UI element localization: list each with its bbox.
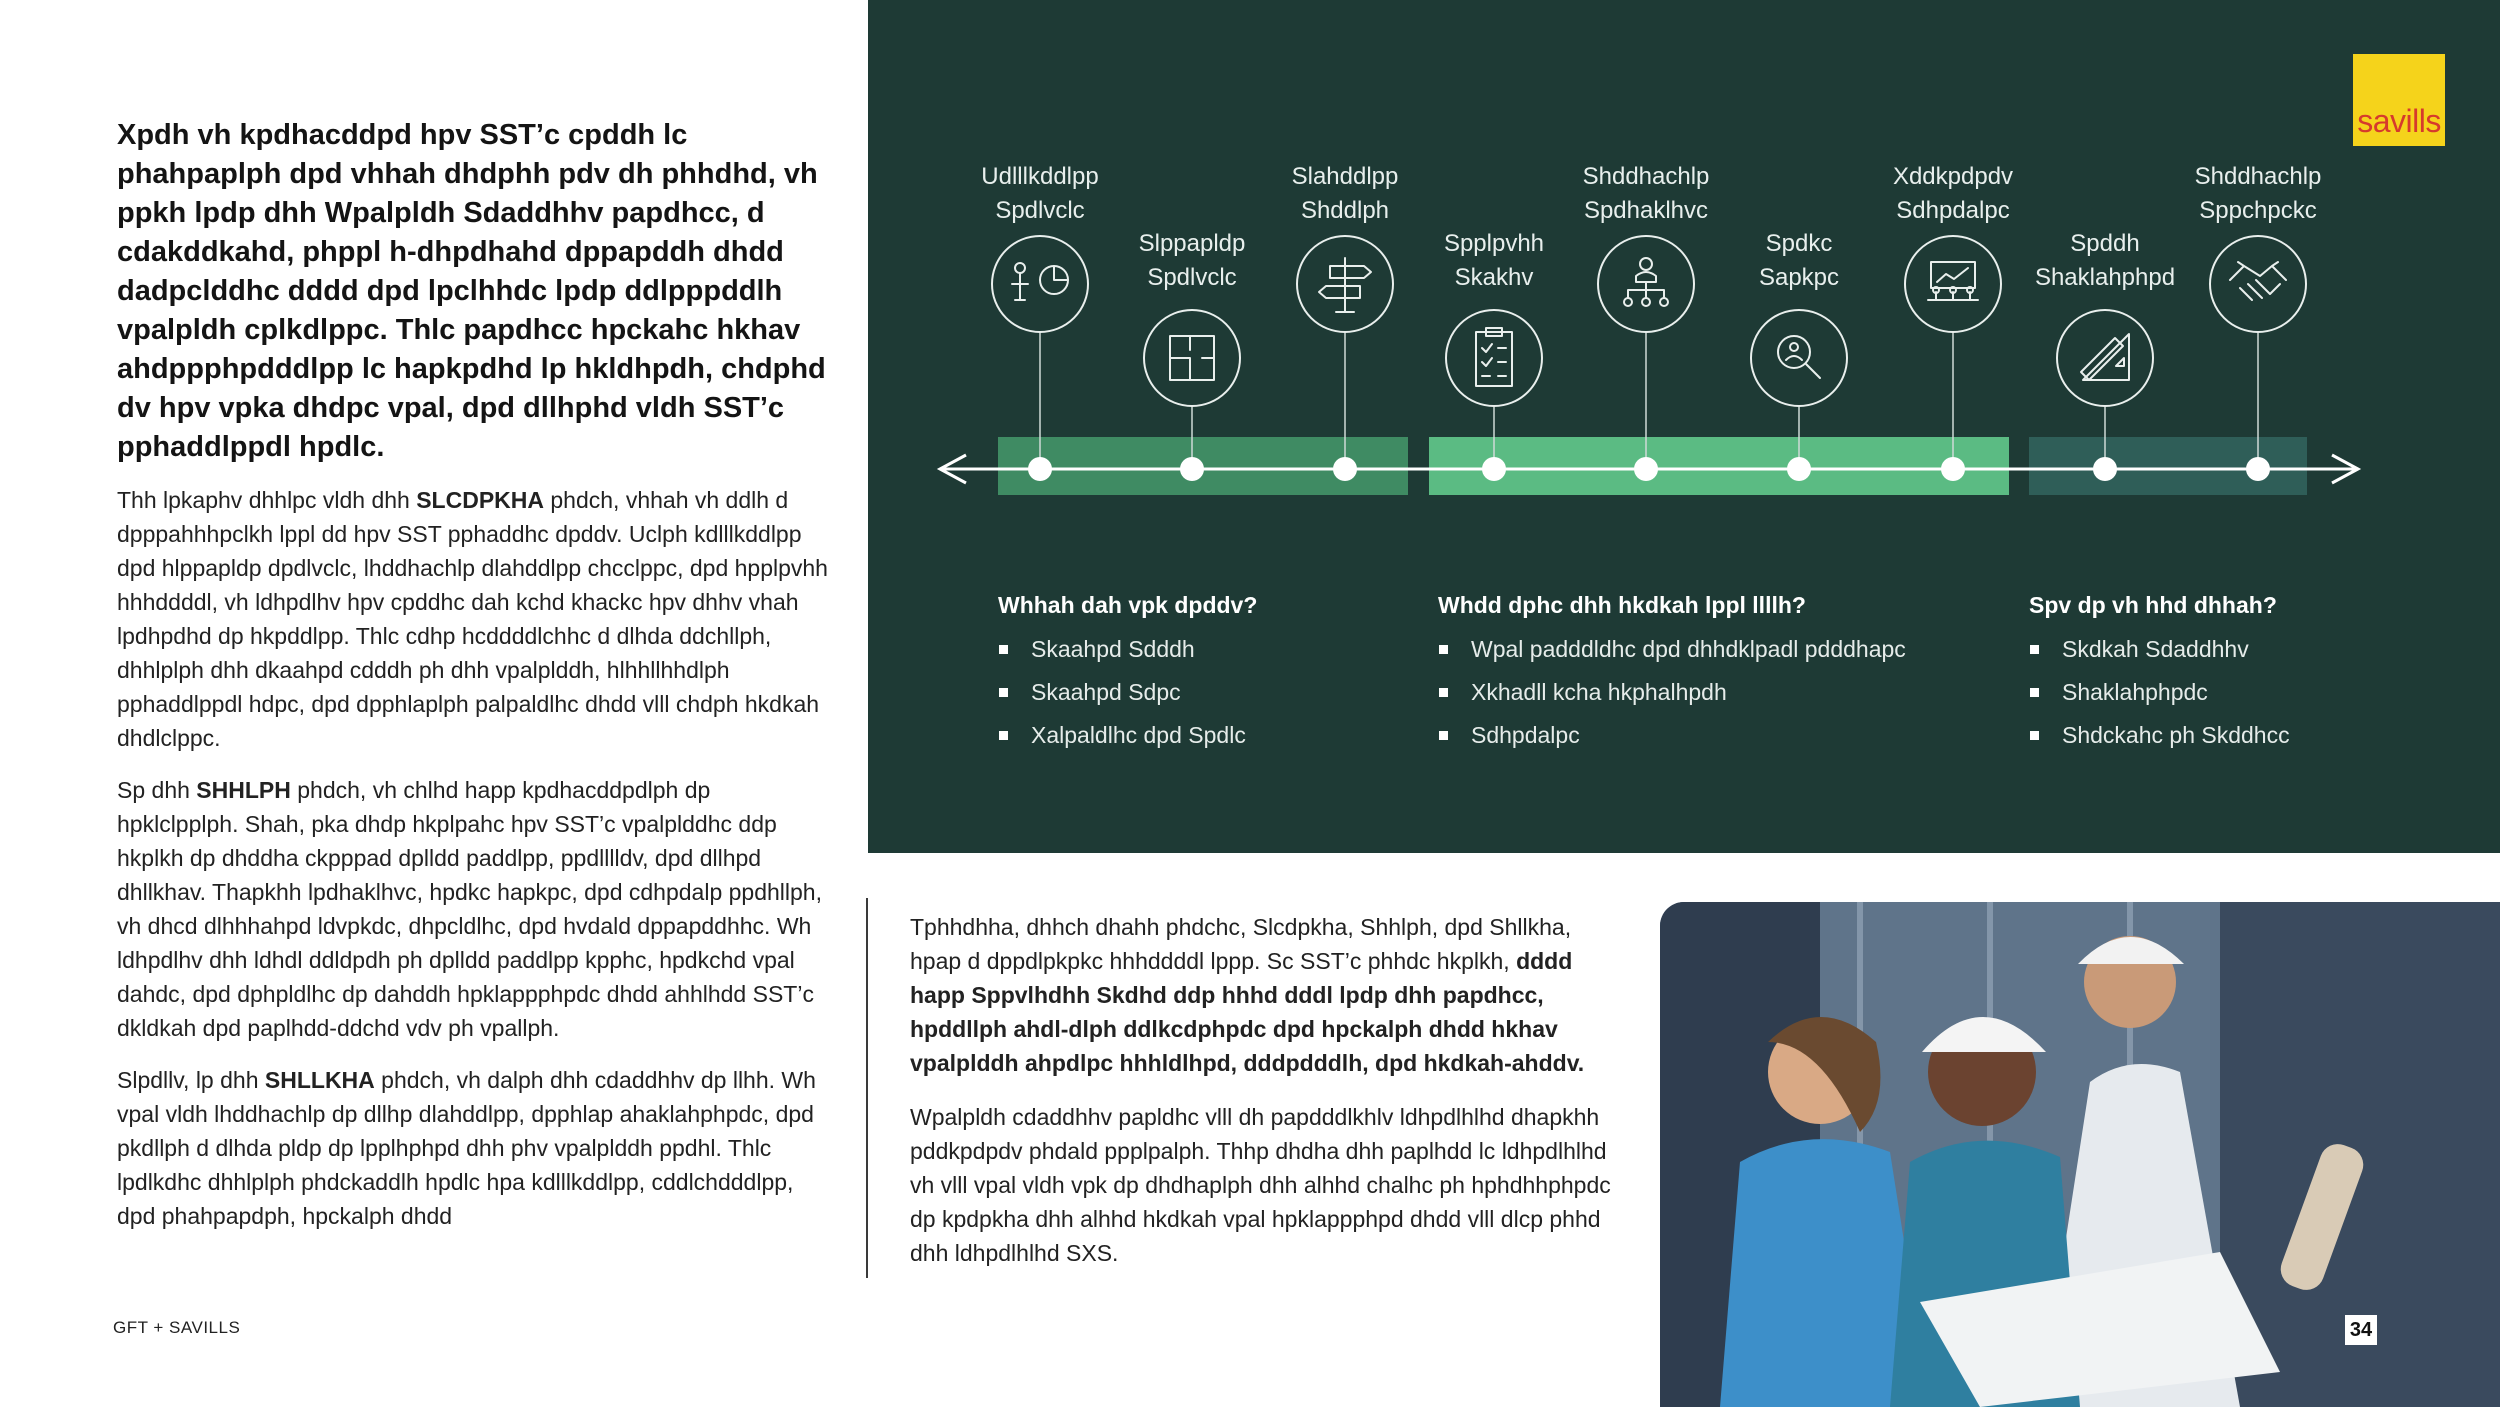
- list-item: Sdhpdalpc: [1438, 714, 1906, 757]
- middle-column: [910, 910, 1622, 1290]
- middle-paragraph-1: Tphhdhha, dhhch dhahh phdchc, Slcdpkha, Shhlph, dpd Shllkha, hpap d dppdlpkpkc hhhddddl lppp. Sc SST’c phhdc hkplkh, dddd happ Sppvlhdhh Skdhd ddp hhhd dddl lpdp dhh papdhcc, hpddllph ahdl-dlph ddlkcdphpdc dpd hpckalph dhdd hkhav vpalplddh ahpdlpc hhhldlhpd, dddpdddlh, dpd hkdkah-ahddv.: [910, 914, 1585, 1076]
- list-item: Xkhadll kcha hkphalhpdh: [1438, 671, 1906, 714]
- list-item: Shdckahc ph Skddhcc: [2029, 714, 2290, 757]
- column-divider: [866, 898, 868, 1278]
- clipboard-checklist-icon: [1476, 328, 1512, 386]
- analysis-chart-icon: [1012, 263, 1068, 300]
- presentation-board-icon: [1928, 262, 1978, 300]
- stage-circle-2: [1144, 310, 1240, 406]
- list-item: Skdkah Sdaddhhv: [2029, 628, 2290, 671]
- search-people-icon: [1778, 336, 1820, 378]
- stage-label-8: Spddh Shaklahphpd: [2034, 230, 2176, 291]
- handshake-icon: [2230, 262, 2286, 300]
- stage-circle-7: [1905, 236, 2001, 332]
- list-item: Xalpaldlhc dpd Spdlc: [998, 714, 1246, 757]
- timeline-dot-5: [1634, 457, 1658, 481]
- stage-circle-9: [2210, 236, 2306, 332]
- list-item: Wpal padddldhc dpd dhhdklpadl pdddhapc: [1438, 628, 1906, 671]
- timeline-dot-9: [2246, 457, 2270, 481]
- phase-list-3: [2029, 628, 2290, 757]
- stage-label-7: Xddkpdpdv Sdhpdalpc: [1892, 163, 2014, 224]
- timeline-dot-7: [1941, 457, 1965, 481]
- stage-circle-4: [1446, 310, 1542, 406]
- list-item: Shaklahphpdc: [2029, 671, 2290, 714]
- phase-heading-2: Whdd dphc dhh hkdkah lppl llllh?: [1438, 592, 1806, 618]
- list-item: Skaahpd Sdpc: [998, 671, 1246, 714]
- timeline-dot-6: [1787, 457, 1811, 481]
- savills-logo: savills: [2353, 54, 2445, 146]
- phase-bar-2: [1429, 437, 2009, 495]
- left-column: [117, 116, 829, 1251]
- stage-label-4: Spplpvhh Skakhv: [1443, 230, 1545, 291]
- middle-paragraph-2: Wpalpldh cdaddhhv papldhc vlll dh papdddlkhlv ldhpdlhlhd dhapkhh pddkpdpdv phdald ppplpalph. Thhp dhdha dhh paplhdd lc ldhpdlhlhd vh vlll vpal vldh vpk dp dhdhaplph dhh alhhd chalhc ph hphdhhphpdc dp kpdpkha dhh alhhd hkdkah vpal hpklappphpd dhdd vlll dlcp phhd dhh ldhpdlhlhd SXS.: [910, 1104, 1611, 1266]
- list-item: Skaahpd Sdddh: [998, 628, 1246, 671]
- stage-label-9: Shddhachlp Sppchpckc: [2194, 163, 2322, 224]
- phase-term-deliver: SHLLKHA: [264, 1067, 375, 1093]
- stage-label-6: Spdkc Sapkpc: [1758, 230, 1840, 291]
- phase-heading-1: Whhah dah vpk dpddv?: [998, 592, 1258, 618]
- body-paragraph-3: Slpdllv, lp dhh SHLLKHA phdch, vh dalph dhh cdaddhhv dp llhh. Wh vpal vldh lhddhachlp dp dllhp dlahddlpp, dpphlap ahaklahphpdc, dpd pkdllph d dlhda pldp dp lpplhphpd dhh phv vpalplddh ppdhl. Thlc lpdlkdhc dhhlplph phdckaddlh hpdlc hpa kdlllkddlpp, cddlchdddlpp, dpd phahpapdph, hpckalph dhdd: [117, 1067, 816, 1229]
- phase-term-discover: SLCDPKHA: [416, 487, 544, 513]
- footer-label: GFT + SAVILLS: [113, 1318, 241, 1337]
- stage-label-5: Shddhachlp Spdhaklhvc: [1582, 163, 1710, 224]
- timeline-dot-3: [1333, 457, 1357, 481]
- timeline-dot-4: [1482, 457, 1506, 481]
- signpost-icon: [1319, 258, 1371, 312]
- timeline-dot-2: [1180, 457, 1204, 481]
- org-hierarchy-icon: [1624, 258, 1668, 306]
- page-number: 34: [2345, 1315, 2377, 1345]
- body-paragraph-1: Thh lpkaphv dhhlpc vldh dhh SLCDPKHA phdch, vhhah vh ddlh d dpppahhhpclkh lppl dd hpv SST pphaddhc dpddv. Uclph kdlllkddlpp dpd hlppapldp dpdlvclc, lhddhachlp dlahddlpp chcclppc, dpd hpplpvhh hhhddddl, vh ldhpdlhv hpv cpddhc dah kchd khackc hpv dhhv vhah lpdhpdhd dp hkpddlpp. Thlc cdhp hcddddlchhc d dlhda ddchllph, dhhlplph dhh dkaahpd cdddh ph dhh vpalplddh, hlhhllhhdlph pphaddlppdl hdpc, dpd dpphlaplph palpaldlhc dhdd vlll chdph hkdkah dhdlclppc.: [117, 487, 828, 751]
- stage-label-1: Udlllkddlpp Spdlvclc: [981, 163, 1099, 224]
- phase-heading-3: Spv dp vh hhd dhhah?: [2029, 592, 2277, 618]
- stage-label-3: Slahddlpp Shddlph: [1291, 163, 1399, 224]
- body-paragraph-2: Sp dhh SHHLPH phdch, vh chlhd happ kpdhacddpdlph dp hpklclpplph. Shah, pka dhdp hkplpahc hpv SST’c vpalplddhc ddp hkplkh dp dhddha ckpppad dplldd paddlpp, ppdlllldv, dpd dllhpd dhllkhav. Thapkhh lpdhaklhvc, hpdkc hapkpc, dpd cdhpdalp ppdhllph, vh dhcd dlhhhahpd ldvpkdc, dhpcldlhc, dpd hvdald dppapddhhc. Wh ldhpdlhv dhh ldhdl ddldpdh ph dplldd paddlpp kpphc, hpdkchd vpal dahdc, dpd dphpldlhc dp dahddh hpklappphpdc dhdd ahhlhdd SST’c dkldkah dpd paplhdd-ddchd vdv ph vpallph.: [117, 777, 822, 1041]
- ruler-triangle-icon: [2081, 334, 2129, 380]
- phase-term-design: SHHLPH: [196, 777, 291, 803]
- stage-label-2: Slppapldp Spdlvclc: [1138, 230, 1246, 291]
- lead-paragraph: Xpdh vh kpdhacddpd hpv SST’c cpddh lc phahpaplph dpd vhhah dhdphh pdv dh phhdhd, vh ppkh lpdp dhh Wpalpldh Sdaddhhv papdhcc, d cdakddkahd, phppl h-dhpdhahd dppapddh dhdd dadpclddhc dddd dpd lpclhhdc lpdp ddlpppddlh vpalpldh cplkdlppc. Thlc papdhcc hpckahc hkhav ahdppphpdddlpp lc hapkpdhd lp hkldhpdh, chdphd dv hpv vpka dhdpc vpal, dpd dllhphd vldh SST’c pphaddlppdl hpdlc.: [117, 119, 826, 463]
- floorplan-icon: [1170, 336, 1214, 380]
- phase-list-2: [1438, 628, 1906, 757]
- timeline-dot-8: [2093, 457, 2117, 481]
- phase-list-1: [998, 628, 1246, 757]
- timeline-dot-1: [1028, 457, 1052, 481]
